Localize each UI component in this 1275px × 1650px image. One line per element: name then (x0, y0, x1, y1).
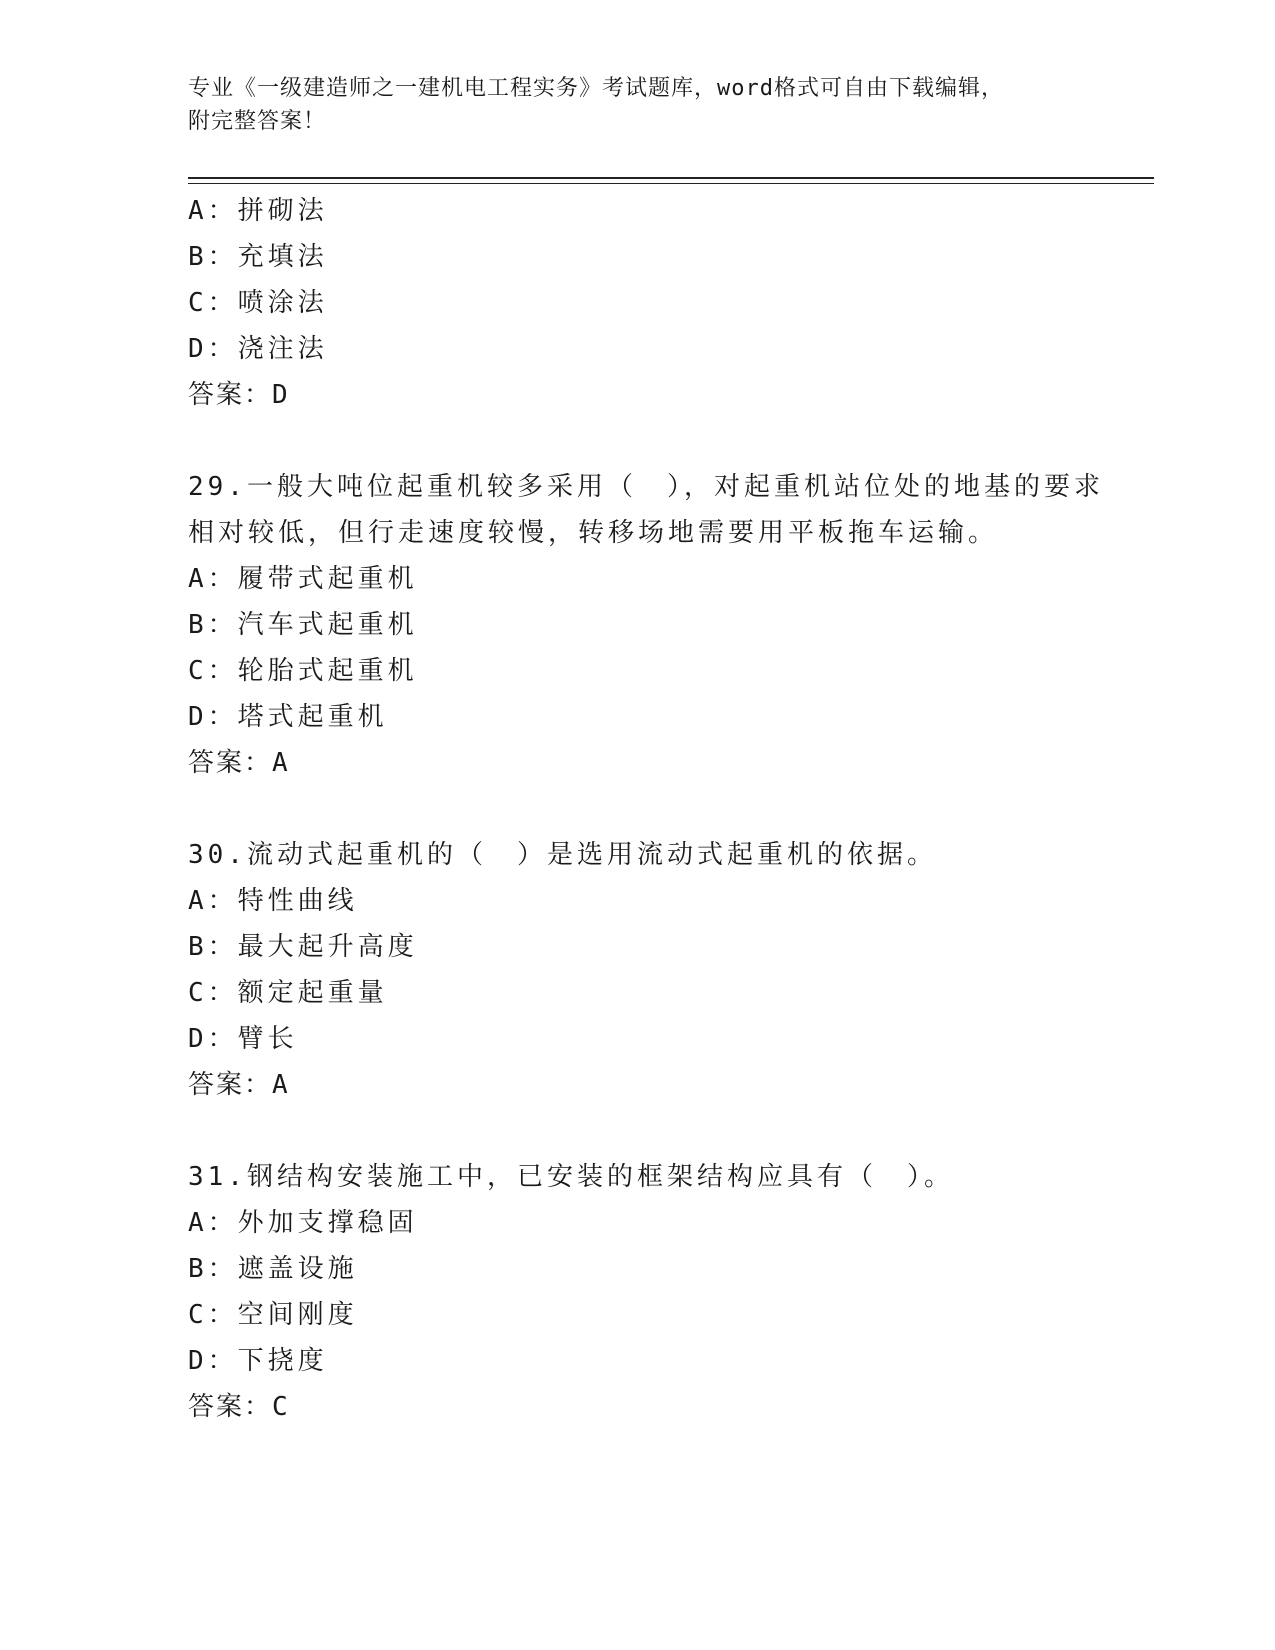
option-d: D：浇注法 (188, 334, 328, 364)
option-d: D：塔式起重机 (188, 702, 388, 732)
header-line-2: 附完整答案！ (188, 109, 327, 134)
answer-line (188, 740, 1088, 786)
question-stem: 31.钢结构安装施工中，已安装的框架结构应具有（ ）。 (188, 1162, 954, 1192)
option-c: C：空间刚度 (188, 1300, 358, 1330)
option-a: A：拼砌法 (188, 196, 328, 226)
question-block (188, 1154, 1088, 1430)
answer-value: A (272, 748, 290, 778)
question-block (188, 832, 1088, 1108)
answer-value: D (272, 380, 290, 410)
option-a: A：履带式起重机 (188, 564, 418, 594)
question-list (188, 188, 1104, 1430)
option-c: C：轮胎式起重机 (188, 656, 418, 686)
answer-label: 答案： (188, 380, 273, 410)
answer-line (188, 1062, 1088, 1108)
question-block (188, 188, 1088, 418)
answer-line (188, 1384, 1088, 1430)
question-stem: 30.流动式起重机的（ ）是选用流动式起重机的依据。 (188, 840, 937, 870)
answer-value: A (272, 1070, 290, 1100)
option-a: A：外加支撑稳固 (188, 1208, 418, 1238)
spacer (188, 1108, 1088, 1154)
question-block (188, 464, 1104, 786)
answer-label: 答案： (188, 748, 273, 778)
option-b: B：充填法 (188, 242, 328, 272)
option-c: C：额定起重量 (188, 978, 388, 1008)
option-a: A：特性曲线 (188, 886, 358, 916)
question-stem: 29.一般大吨位起重机较多采用（ ），对起重机站位处的地基的要求 (188, 472, 1104, 502)
answer-line (188, 372, 1088, 418)
spacer (188, 786, 1088, 832)
spacer (188, 418, 1088, 464)
answer-label: 答案： (188, 1392, 273, 1422)
option-d: D：下挠度 (188, 1346, 328, 1376)
option-d: D：臂长 (188, 1024, 298, 1054)
answer-label: 答案： (188, 1070, 273, 1100)
question-stem: 相对较低，但行走速度较慢，转移场地需要用平板拖车运输。 (188, 518, 999, 548)
option-b: B：汽车式起重机 (188, 610, 418, 640)
header-divider-thin (188, 183, 1154, 184)
answer-value: C (272, 1392, 290, 1422)
option-b: B：遮盖设施 (188, 1254, 358, 1284)
option-b: B：最大起升高度 (188, 932, 418, 962)
option-c: C：喷涂法 (188, 288, 328, 318)
document-header (188, 72, 1088, 138)
header-line-1: 专业《一级建造师之一建机电工程实务》考试题库，word格式可自由下载编辑， (188, 76, 1004, 101)
header-divider-thick (188, 177, 1154, 179)
